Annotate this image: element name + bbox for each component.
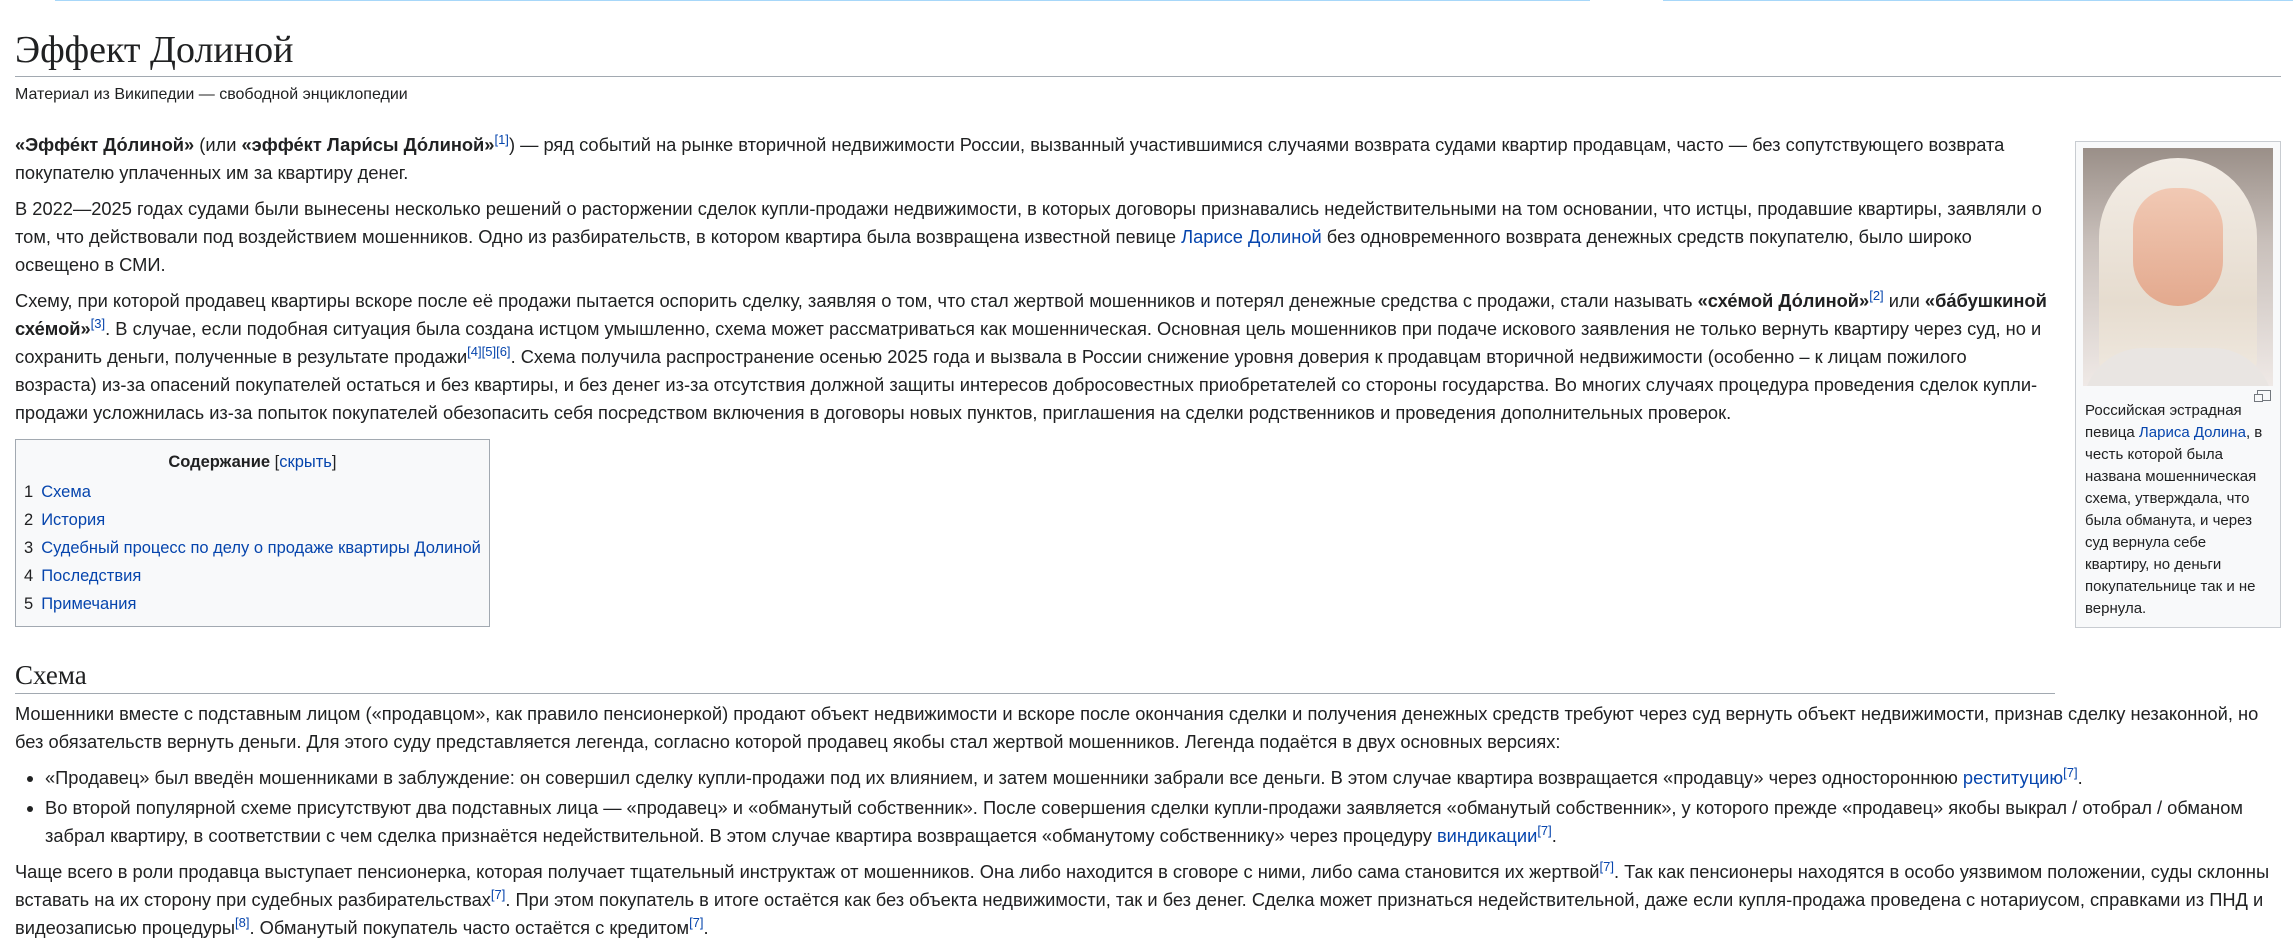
- table-of-contents: [15, 439, 490, 627]
- ref-2[interactable]: [2]: [1869, 287, 1884, 303]
- caption-text-end: , в честь которой была названа мошенническая схема, утверждала, что была обманута, и через суд вернула себе квартиру, но деньги покупательнице так и не вернула.: [2085, 424, 2263, 617]
- toc-heading: [24, 448, 481, 476]
- text: . Так как пенсионеры находятся в особо уязвимом положении, суды склонны вставать на их сторону при судебных разбирательствах: [15, 861, 2270, 910]
- schema-paragraph-2: [15, 858, 2281, 942]
- ref-8[interactable]: [8]: [235, 914, 250, 930]
- caption-link-dolina[interactable]: Лариса Долина: [2138, 424, 2246, 441]
- text: . Обманутый покупатель часто остаётся с кредитом: [249, 917, 690, 938]
- ref-3[interactable]: [3]: [90, 315, 106, 331]
- text: .: [1551, 825, 1557, 846]
- toc-bracket-close: ]: [331, 453, 337, 471]
- link-vindication[interactable]: виндикации: [1436, 825, 1538, 846]
- section-heading-schema: Схема: [15, 657, 2055, 694]
- schema-list: [15, 764, 2281, 850]
- top-border-right: [1663, 0, 2293, 1]
- schema-paragraph-1: Мошенники вместе с подставным лицом («продавцом», как правило пенсионеркой) продают объект недвижимости и вскоре после окончания сделки и получения денежных средств требуют через суд вернуть объект недвижимости, признав сделку незаконной, но без обязательств вернуть деньги. Для этого суду представляется легенда, согласно которой продавец якобы стал жертвой мошенников. Легенда подаётся в двух основных версиях:: [15, 703, 2259, 752]
- toc-item-number: 1: [24, 483, 34, 501]
- toc-link-court[interactable]: Судебный процесс по делу о продаже квартиры Долиной: [41, 539, 481, 557]
- toc-item-number: 5: [24, 595, 34, 613]
- toc-item[interactable]: [24, 590, 481, 618]
- toc-item[interactable]: [24, 478, 481, 506]
- toc-link-consequences[interactable]: Последствия: [41, 567, 142, 585]
- portrait-image[interactable]: [2083, 148, 2273, 386]
- ref-4[interactable]: [4]: [467, 343, 482, 359]
- text: .: [703, 917, 709, 938]
- article-content: [15, 131, 2281, 950]
- text: .: [2077, 767, 2083, 788]
- ref-7[interactable]: [7]: [1537, 822, 1552, 838]
- toc-link-history[interactable]: История: [41, 511, 106, 529]
- ref-7[interactable]: [7]: [490, 886, 506, 902]
- text: (или: [194, 134, 242, 155]
- top-border: [0, 0, 2294, 3]
- text: . Схема получила распространение осенью 2025 года и вызвала в России снижение уровня доверия к продавцам вторичной недвижимости (особенно – к лицам пожилого возраста) из-за опасений покупателей остаться и без квартиры, и без денег из-за отсутствия должной защиты интересов добросовестных приобретателей со стороны государства. Во многих случаях процедура проведения сделок купли-продажи усложнилась из-за попыток покупателей обезопасить себя посредством включения в договоры новых пунктов, приглашения на сделки родственников и проведения дополнительных проверок.: [15, 346, 2038, 423]
- paragraph-3: [15, 287, 2281, 427]
- top-border-left: [55, 0, 1590, 1]
- ref-7[interactable]: [7]: [689, 914, 704, 930]
- toc-item[interactable]: [24, 506, 481, 534]
- text: Во второй популярной схеме присутствуют два подставных лица — «продавец» и «обманутый собственник». После совершения сделки купли-продажи заявляется «обманутый собственник», у которого прежде «продавец» якобы выкрал / отобрал / обманом забрал квартиру, в соответствии с чем сделка признаётся недействительной. В этом случае квартира возвращается «обманутому собственнику» через процедуру: [45, 797, 2243, 846]
- list-item: [45, 764, 2281, 792]
- toc-item-number: 3: [24, 539, 34, 557]
- paragraph-2: [15, 195, 2281, 279]
- infobox-caption: [2079, 400, 2277, 624]
- text: В 2022—2025 годах судами были вынесены несколько решений о расторжении сделок купли-продажи недвижимости, в которых договоры признавались недействительными на том основании, что истцы, продавшие квартиры, заявляли о том, что действовали под воздействием мошенников. Одно из разбирательств, в котором квартира была возвращена известной певице: [15, 198, 2042, 247]
- bold-term-grandma: «ба́бушкиной схе́мой»: [15, 290, 2047, 339]
- ref-7[interactable]: [7]: [1599, 858, 1614, 874]
- ref-7[interactable]: [7]: [2063, 764, 2078, 780]
- toc-item-number: 4: [24, 567, 34, 585]
- list-item: [45, 794, 2281, 850]
- toc-link-schema[interactable]: Схема: [41, 483, 91, 501]
- link-restitution[interactable]: реституцию: [1962, 767, 2064, 788]
- toc-list: [24, 478, 481, 618]
- toc-item[interactable]: [24, 562, 481, 590]
- text: Чаще всего в роли продавца выступает пенсионерка, которая получает тщательный инструктаж от мошенников. Она либо находится в сговоре с ними, либо сама становится их жертвой: [15, 861, 1600, 882]
- bold-term-scheme: «схе́мой До́линой»: [1697, 290, 1870, 311]
- text: ) — ряд событий на рынке вторичной недвижимости России, вызванный участившимися случаями возврата судами квартир продавцам, часто — без сопутствующего возврата покупателю уплаченных им за квартиру денег.: [15, 134, 2005, 183]
- text: «Продавец» был введён мошенниками в заблуждение: он совершил сделку купли-продажи под их влиянием, и затем мошенники забрали все деньги. В этом случае квартира возвращается «продавцу» через одностороннюю: [45, 767, 1963, 788]
- intro-paragraph: [15, 131, 2281, 187]
- ref-6[interactable]: [6]: [496, 343, 511, 359]
- portrait-face: [2133, 188, 2223, 306]
- bold-term: «Эффе́кт До́линой»: [15, 134, 195, 155]
- bold-term-alt: «эффе́кт Лари́сы До́линой»: [241, 134, 495, 155]
- site-tagline: Материал из Википедии — свободной энциклопедии: [15, 86, 408, 103]
- caption-text: Российская эстрадная певица: [2085, 402, 2242, 441]
- ref-5[interactable]: [5]: [481, 343, 497, 359]
- toc-bracket-open: [: [274, 453, 280, 471]
- toc-link-notes[interactable]: Примечания: [41, 595, 137, 613]
- text: . При этом покупатель в итоге остаётся как без объекта недвижимости, так и без денег. Сделка может признаться недействительной, даже если купля-продажа проведена с нотариусом, справками из ПНД и видеозаписью процедуры: [15, 889, 2264, 938]
- infobox: [2075, 141, 2281, 628]
- text: или: [1883, 290, 1925, 311]
- ref-1[interactable]: [1]: [494, 131, 509, 147]
- text: без одновременного возврата денежных средств покупателю, было широко освещено в СМИ.: [15, 226, 1972, 275]
- text: Схему, при которой продавец квартиры вскоре после её продажи пытается оспорить сделку, заявляя о том, что стал жертвой мошенников и потерял денежные средства с продажи, стали называть: [15, 290, 1698, 311]
- link-larisa-dolina[interactable]: Ларисе Долиной: [1181, 226, 1322, 247]
- toc-title: Содержание: [168, 453, 271, 471]
- toc-toggle-link[interactable]: скрыть: [279, 453, 332, 471]
- text: . В случае, если подобная ситуация была создана истцом умышленно, схема может рассматриваться как мошенническая. Основная цель мошенников при подаче искового заявления не только вернуть квартиру через суд, но и сохранить деньги, полученные в результате продажи: [15, 318, 2042, 367]
- page-title: Эффект Долиной: [15, 26, 2281, 77]
- toc-item-number: 2: [24, 511, 34, 529]
- enlarge-icon[interactable]: [2079, 386, 2277, 400]
- toc-item[interactable]: [24, 534, 481, 562]
